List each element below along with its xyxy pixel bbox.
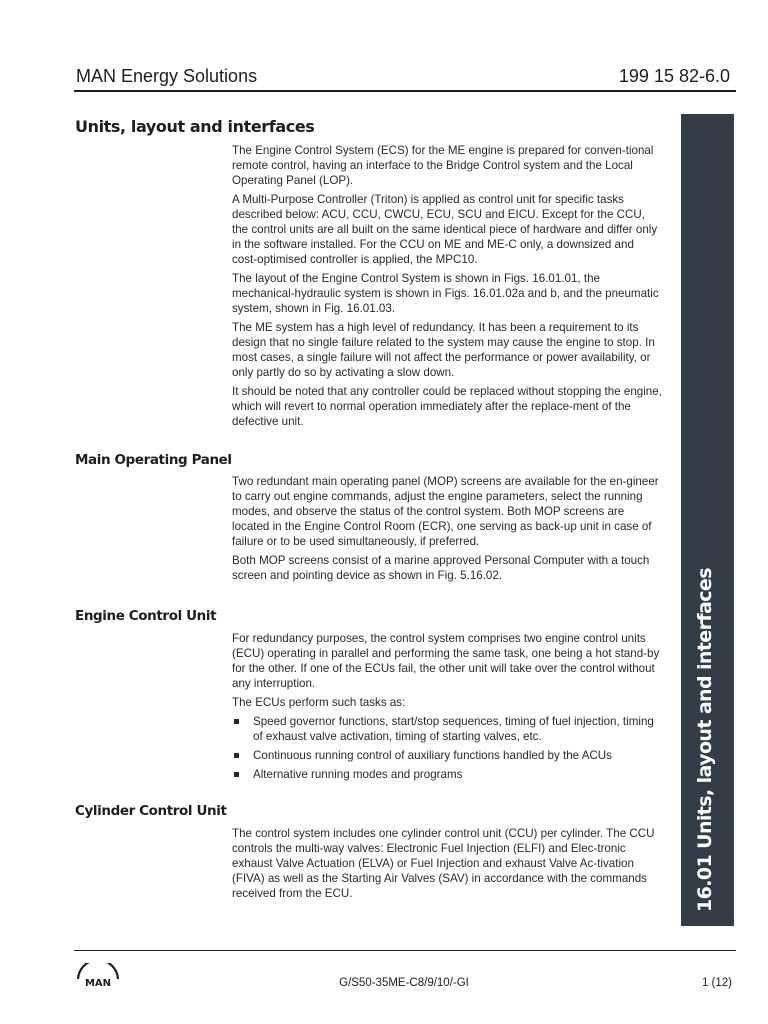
list-item: Continuous running control of auxiliary functions handled by the ACUs — [232, 748, 662, 763]
paragraph: A Multi-Purpose Controller (Triton) is applied as control unit for specific tasks described below: ACU, CCU, CWCU, ECU, SCU and EICU. Except for the CCU, the control units are all built on the same identical piece of hardware and differ only in the software installed. For the CCU on ME and ME-C only, a downsized and cost-optimised controller is applied, the MPC10. — [232, 193, 658, 266]
page-number: 1 (12) — [701, 977, 732, 989]
document-number: 199 15 82-6.0 — [618, 66, 730, 86]
ecu-body — [232, 631, 662, 786]
square-bullet-icon — [234, 719, 239, 724]
paragraph: Both MOP screens consist of a marine approved Personal Computer with a touch screen and pointing device as shown in Fig. 5.16.02. — [232, 554, 650, 582]
side-tab-label: 16.01 Units, layout and interfaces — [694, 568, 716, 912]
square-bullet-icon — [234, 753, 239, 758]
section-side-tab — [681, 114, 734, 926]
list-item: Alternative running modes and programs — [232, 767, 662, 782]
paragraph: The Engine Control System (ECS) for the ME engine is prepared for conven-tional remote control, having an interface to the Bridge Control system and the Local Operating Panel (LOP). — [232, 144, 654, 187]
ecu-task-list — [232, 714, 662, 782]
paragraph: Two redundant main operating panel (MOP) screens are available for the en-gineer to carry out engine commands, adjust the engine parameters, select the running modes, and observe the status of the control system. Both MOP screens are located in the Engine Control Room (ECR), one serving as back-up unit in case of failure or to be used simultaneously, if preferred. — [232, 475, 659, 548]
svg-text:MAN: MAN — [84, 978, 112, 989]
section-title-units: Units, layout and interfaces — [75, 117, 315, 136]
paragraph: The ME system has a high level of redundancy. It has been a requirement to its design that no single failure related to the system may cause the engine to stop. In most cases, a single failure will not affect the performance or power availability, or only partly do so by activating a slow down. — [232, 321, 655, 379]
paragraph: The layout of the Engine Control System is shown in Figs. 16.01.01, the mechanical-hydraulic system is shown in Figs. 16.01.02a and b, and the pneumatic system, shown in Fig. 16.01.03. — [232, 272, 659, 315]
section-title-ecu: Engine Control Unit — [75, 608, 217, 624]
units-body — [232, 143, 662, 433]
list-item: Speed governor functions, start/stop sequences, timing of fuel injection, timing of exhaust valve activation, timing of starting valves, etc. — [232, 714, 662, 744]
footer-divider — [74, 950, 736, 951]
company-name: MAN Energy Solutions — [76, 66, 258, 86]
section-title-ccu: Cylinder Control Unit — [75, 803, 227, 819]
paragraph: For redundancy purposes, the control system comprises two engine control units (ECU) operating in parallel and performing the same task, one being a hot stand-by for the other. If one of the ECUs fail, the other unit will take over the control without any interruption. — [232, 632, 660, 690]
square-bullet-icon — [234, 772, 239, 777]
paragraph: It should be noted that any controller could be replaced without stopping the engine, which will revert to normal operation immediately after the replace-ment of the defective unit. — [232, 385, 662, 428]
header-divider — [74, 90, 736, 92]
paragraph: The ECUs perform such tasks as: — [232, 696, 406, 709]
section-title-mop: Main Operating Panel — [75, 452, 232, 468]
footer-document-code: G/S50-35ME-C8/9/10/-GI — [339, 977, 469, 989]
mop-body — [232, 474, 662, 587]
ccu-body — [232, 826, 662, 905]
paragraph: The control system includes one cylinder control unit (CCU) per cylinder. The CCU controls the multi-way valves: Electronic Fuel Injection (ELFI) and Elec-tronic exhaust Valve Actuation (ELVA) or Fuel Injection and exhaust Valve Ac-tivation (FIVA) as well as the Starting Air Valves (SAV) in accordance with the commands received from the ECU. — [232, 827, 655, 900]
